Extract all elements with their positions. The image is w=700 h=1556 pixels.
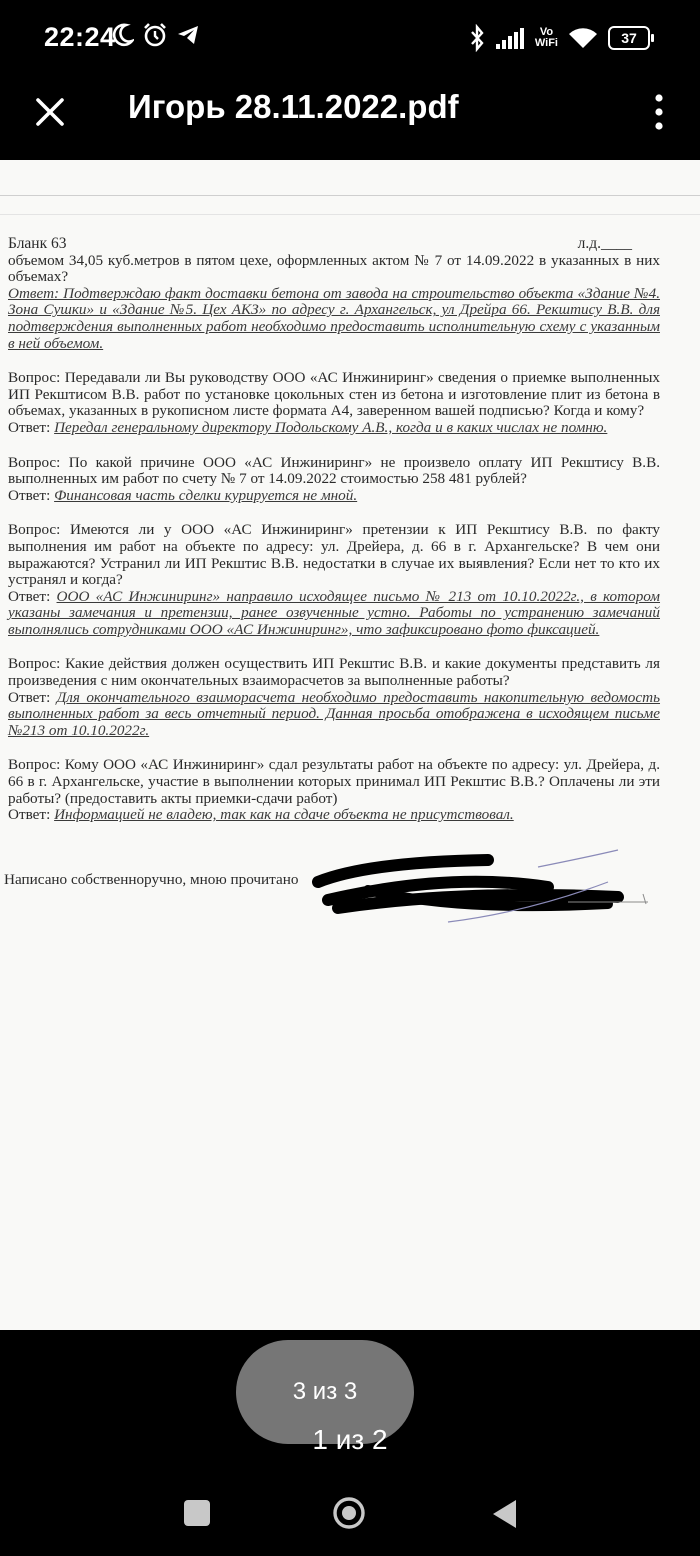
document-counter: 1 из 2	[312, 1424, 388, 1455]
app-bar	[0, 76, 700, 160]
page-indicator: 3 из 3	[236, 1340, 414, 1444]
intro-text: объемом 34,05 куб.метров в пятом цехе, оформленных актом № 7 от 14.09.2022 в указанных в них объемах?	[8, 251, 660, 286]
wifi-icon	[568, 26, 598, 50]
status-time: 22:24	[44, 22, 116, 52]
answer-label: Ответ:	[8, 806, 51, 824]
answer-text: Информацией не владею, так как на сдаче объекта не присутствовал.	[54, 806, 514, 824]
answer-line	[8, 807, 660, 824]
bluetooth-icon	[469, 24, 485, 52]
answer-text: Финансовая часть сделки курируется не мной.	[54, 486, 358, 504]
answer-text: Для окончательного взаиморасчета необходимо предоставить накопительную ведомость выполненных работ за весь отчетный период. Данная просьба отображена в исходящем письме №213 от 10.10.2022г.	[8, 688, 661, 739]
qa-block	[8, 656, 660, 739]
answer-label: Ответ:	[8, 486, 51, 504]
answer-label: Ответ:	[8, 418, 51, 436]
question-text: Вопрос: Передавали ли Вы руководству ООО «АС Инжиниринг» сведения о приемке выполненных ИП Рекштисом В.В. работ по установке цокольных стен из бетона и изготовление плит из бетона в объемах, указанных в рукописном листе формата А4, заверенном вашей подписью? Когда и кому?	[8, 369, 660, 420]
answer-label: Ответ:	[8, 587, 51, 605]
case-sheet-label: л.д.____	[577, 235, 632, 252]
question-text: Вопрос: Имеются ли у ООО «АС Инжиниринг» претензии к ИП Рекштису В.В. по факту выполнения им работ на объекте по адресу: ул. Дрейера, д. 66 в г. Архангельске? В чем они выражаются? Устранил ли ИП Рекштис В.В. недостатки в случае их выявления? Если нет то кто их устранял и когда?	[8, 521, 660, 589]
moon-icon	[112, 23, 134, 47]
intro-answer: Ответ: Подтверждаю факт доставки бетона от завода на строительство объекта «Здание №4. Зона Сушки» и «Здание №5. Цех АКЗ» по адресу г. Архангельск, ул Дрейра 66. Рекштису В.В. для подтверждения выполненных работ необходимо предоставить исполнительную схему с указанным в ней объемом.	[8, 284, 660, 352]
home-icon[interactable]	[332, 1496, 366, 1530]
answer-line	[8, 589, 660, 639]
qa-block	[8, 522, 660, 638]
status-bar	[0, 0, 700, 76]
blank-number: Бланк 63	[8, 235, 67, 252]
document-content	[4, 235, 661, 902]
answer-line	[8, 690, 660, 740]
answer-label: Ответ:	[8, 688, 51, 706]
pdf-page-view[interactable]	[0, 160, 700, 1330]
qa-block	[8, 757, 660, 823]
battery-level: 37	[608, 26, 650, 50]
signature-line	[4, 862, 660, 902]
redacted-signature-icon	[308, 842, 658, 932]
vowifi-bottom-label: WiFi	[534, 37, 558, 49]
answer-text: ООО «АС Инжиниринг» направило исходящее письмо № 213 от 10.10.2022г., в котором указаны замечания и претензии, ранее озвученные устно. Работы по устранению замечаний выполнялись сотрудниками ООО «АС Инжиниринг», что зафиксировано фото фиксацией.	[8, 587, 661, 638]
qa-block	[8, 370, 660, 436]
back-icon[interactable]	[490, 1498, 518, 1530]
telegram-icon	[176, 24, 200, 46]
recents-icon[interactable]	[184, 1500, 210, 1526]
document-title: Игорь 28.11.2022.pdf	[128, 88, 459, 125]
battery-tip	[651, 34, 654, 42]
question-text: Вопрос: По какой причине ООО «АС Инжиниринг» не произвело оплату ИП Рекштису В.В. выполненных им работ по счету № 7 от 14.09.2022 стоимостью 258 481 рублей?	[8, 453, 660, 488]
qa-block	[8, 455, 660, 505]
intro-block	[8, 253, 660, 353]
answer-line	[8, 420, 660, 437]
question-text: Вопрос: Какие действия должен осуществить ИП Рекштис В.В. и какие документы представить ля произведения с ним окончательных взаиморасчетов за выполненные работы?	[8, 655, 660, 690]
battery-icon	[608, 26, 654, 50]
blank-header	[8, 236, 660, 253]
scan-edge	[0, 214, 700, 215]
alarm-icon	[142, 22, 168, 48]
question-text: Вопрос: Кому ООО «АС Инжиниринг» сдал результаты работ на объекте по адресу: ул. Дрейера, д. 66 в г. Архангельске, участие в выполнении которых принимал ИП Рекштис В.В.? Оплачены ли эти работы? (предоставить акты приемки-сдачи работ)	[8, 756, 660, 807]
vowifi-icon	[535, 27, 558, 49]
more-vertical-icon[interactable]	[644, 90, 674, 136]
signal-icon	[495, 26, 525, 50]
status-icons-right	[469, 24, 654, 52]
answer-line	[8, 488, 660, 505]
status-icons-left	[112, 22, 200, 48]
close-icon[interactable]	[28, 90, 72, 134]
answer-text: Передал генеральному директору Подольскому А.В., когда и в каких числах не помню.	[54, 418, 608, 436]
vowifi-top-label: Vo	[539, 26, 554, 38]
signature-text: Написано собственноручно, мною прочитано	[4, 870, 299, 888]
scan-edge	[0, 195, 700, 196]
